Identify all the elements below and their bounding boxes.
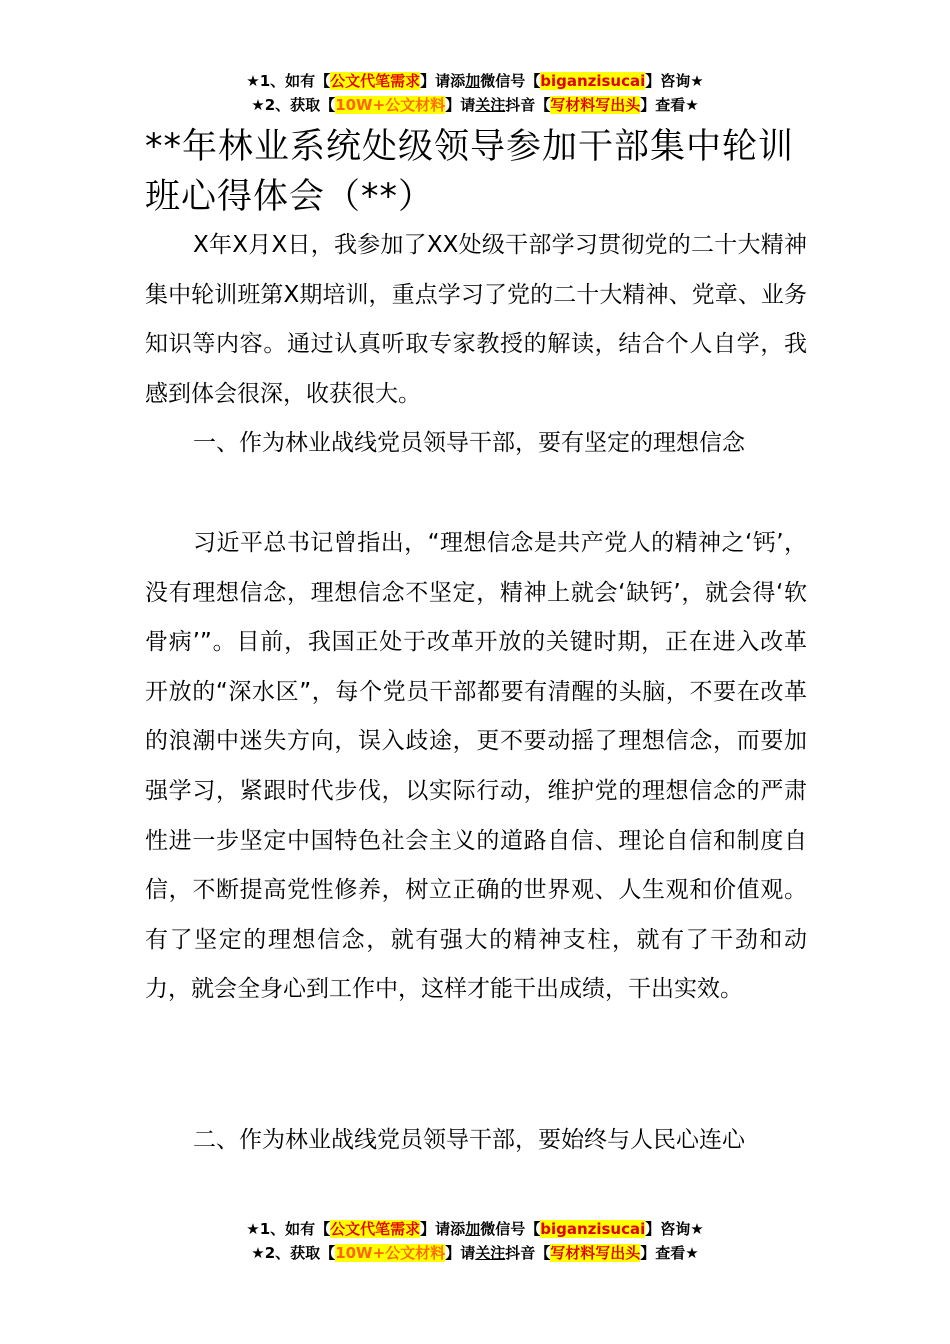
notice-text: 微信号【: [480, 72, 541, 90]
section-2-heading: 二、作为林业战线党员领导干部，要始终与人民心连心: [193, 1127, 745, 1153]
header-notice-line-2: [0, 94, 950, 116]
highlight-materials: 10W+公文材料: [335, 96, 446, 114]
footer-notice-line-2: [0, 1242, 950, 1264]
notice-text: 抖音【: [505, 96, 551, 114]
notice-text: 抖音【: [505, 1244, 551, 1262]
notice-text: 】查看★: [640, 96, 699, 114]
notice-text: 】请添: [420, 72, 466, 90]
document-title: **年林业系统处级领导参加干部集中轮训班心得体会（**）: [145, 127, 795, 217]
notice-text: 】查看★: [640, 1244, 699, 1262]
section-1-body: 习近平总书记曾指出，“理想信念是共产党人的精神之‘钙’，没有理想信念，理想信念不坚定，精神上就会‘缺钙’，就会得‘软骨病’”。目前，我国正处于改革开放的关键时期，正在进入改革开放的“深水区”，每个党员干部都要有清醒的头脑，不要在改革的浪潮中迷失方向，误入歧途，更不要动摇了理想信念，而要加强学习，紧跟时代步伐，以实际行动，维护党的理想信念的严肃性进一步坚定中国特色社会主义的道路自信、理论自信和制度自信，不断提高党性修养，树立正确的世界观、人生观和价值观。有了坚定的理想信念，就有强大的精神支柱，就有了干劲和动力，就会全身心到工作中，这样才能干出成绩，干出实效。: [145, 530, 807, 1003]
section-1-heading: 一、作为林业战线党员领导干部，要有坚定的理想信念: [193, 430, 745, 456]
douyin-id: 写材料写出头: [550, 1244, 641, 1262]
notice-text: 】请: [445, 1244, 476, 1262]
notice-text: 】请: [445, 96, 476, 114]
notice-text: 】咨询★: [645, 72, 704, 90]
highlight-service: 公文代笔需求: [330, 72, 421, 90]
notice-emphasis: 关注: [475, 96, 506, 114]
notice-text: ★2、获取【: [251, 96, 336, 114]
douyin-id: 写材料写出头: [550, 96, 641, 114]
wechat-id: biganzisucai: [540, 1220, 646, 1238]
notice-text: 微信号【: [480, 1220, 541, 1238]
notice-emphasis: 关注: [475, 1244, 506, 1262]
header-notice-line-1: [0, 70, 950, 92]
highlight-service: 公文代笔需求: [330, 1220, 421, 1238]
footer-notice-line-1: [0, 1218, 950, 1240]
notice-text: 】咨询★: [645, 1220, 704, 1238]
wechat-id: biganzisucai: [540, 72, 646, 90]
notice-emphasis: 加: [465, 72, 481, 90]
notice-text: ★1、如有【: [246, 72, 331, 90]
notice-emphasis: 加: [465, 1220, 481, 1238]
notice-text: ★2、获取【: [251, 1244, 336, 1262]
notice-text: 】请添: [420, 1220, 466, 1238]
notice-text: ★1、如有【: [246, 1220, 331, 1238]
highlight-materials: 10W+公文材料: [335, 1244, 446, 1262]
intro-paragraph: X年X月X日，我参加了XX处级干部学习贯彻党的二十大精神集中轮训班第X期培训，重点学习了党的二十大精神、党章、业务知识等内容。通过认真听取专家教授的解读，结合个人自学，我感到体会很深，收获很大。: [145, 232, 807, 407]
